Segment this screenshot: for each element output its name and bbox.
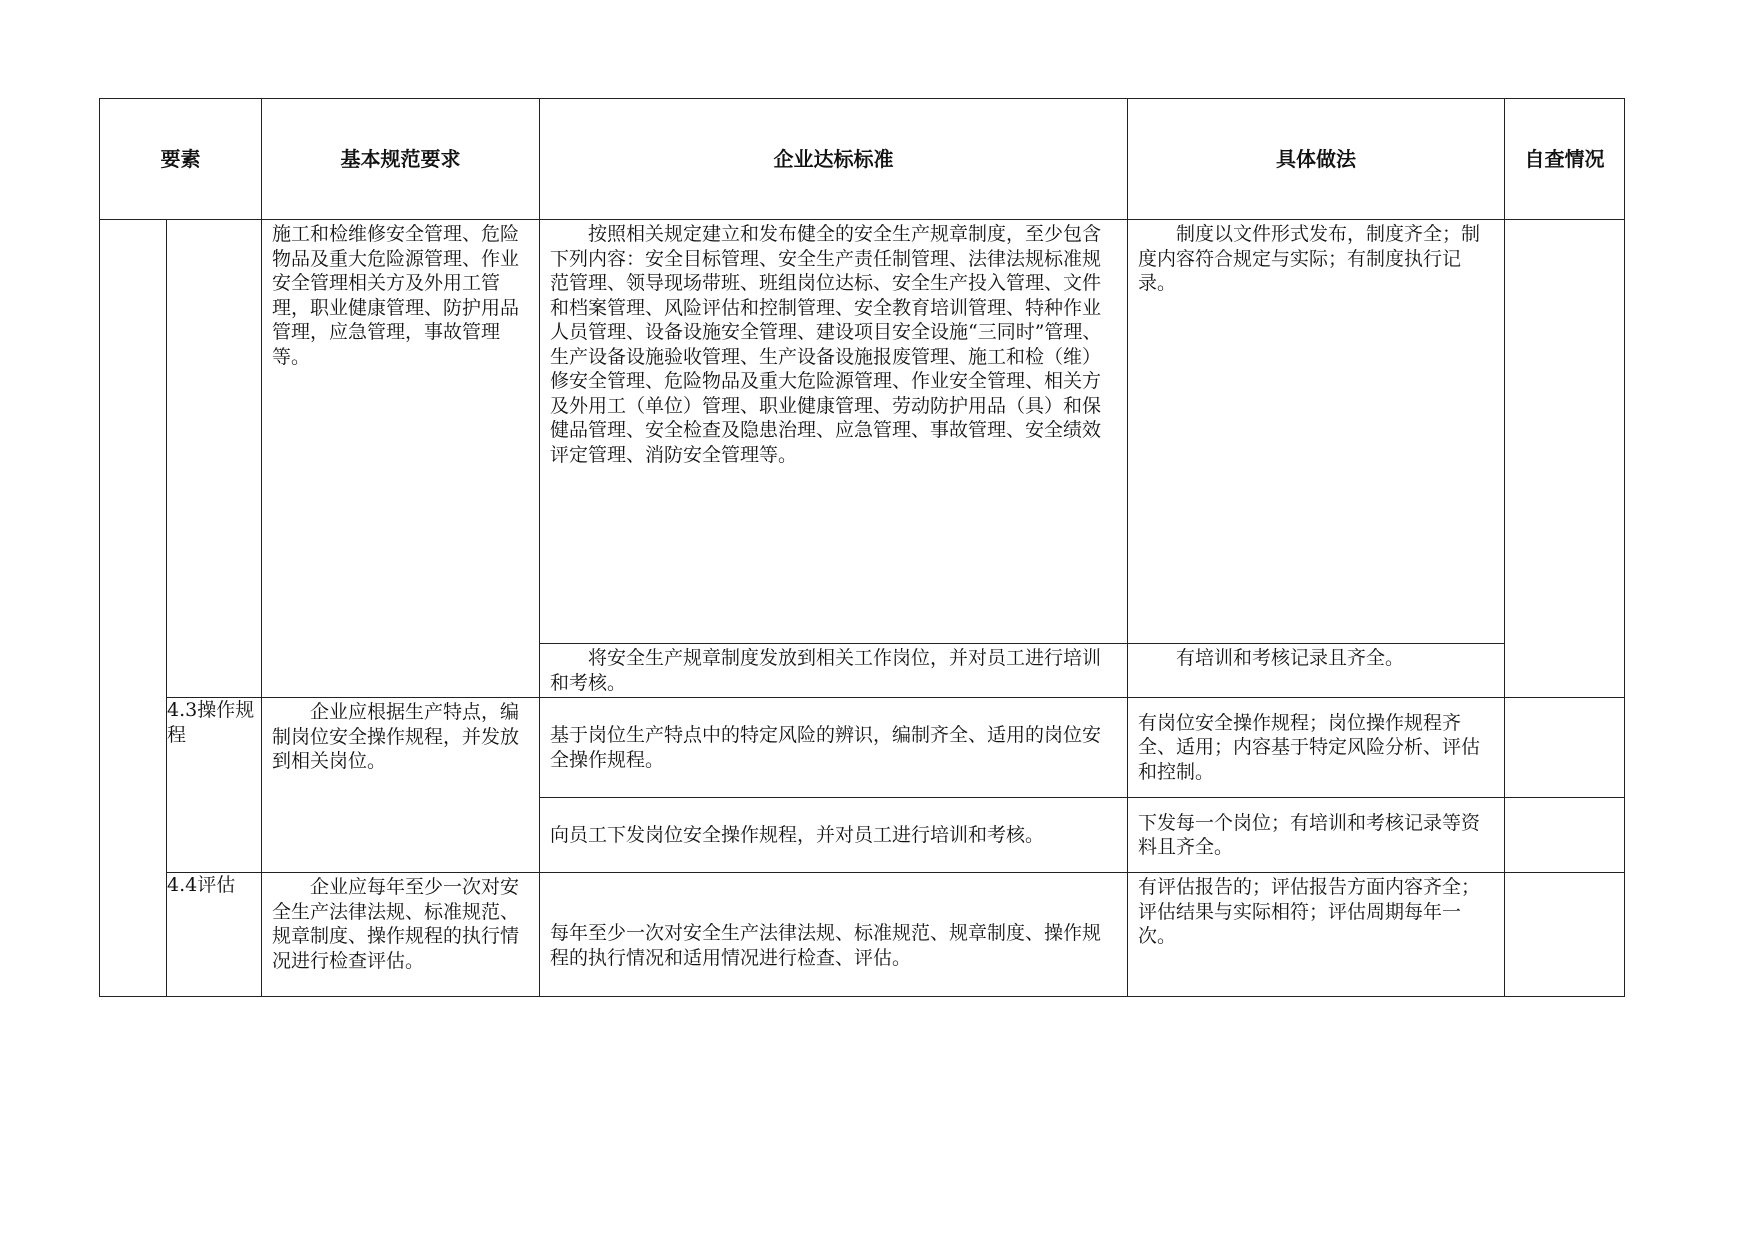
self-check-cell — [1505, 873, 1625, 997]
standard-cell — [540, 644, 1128, 698]
practice-cell — [1128, 644, 1505, 698]
standard-text: 将安全生产规章制度发放到相关工作岗位，并对员工进行培训和考核。 — [550, 647, 1102, 694]
requirement-text: 企业应根据生产特点，编制岗位安全操作规程，并发放到相关岗位。 — [272, 701, 520, 772]
practice-text: 有培训和考核记录且齐全。 — [1176, 647, 1405, 669]
standard-text: 按照相关规定建立和发布健全的安全生产规章制度，至少包含下列内容：安全目标管理、安全生产责任制管理、法律法规标准规范管理、领导现场带班、班组岗位达标、安全生产投入管理、文件和档案管理、风险评估和控制管理、安全教育培训管理、特种作业人员管理、设备设施安全管理、建设项目安全设施“三同时”管理、生产设备设施验收管理、生产设备设施报废管理、施工和检（维）修安全管理、危险物品及重大危险源管理、作业安全管理、相关方及外用工（单位）管理、职业健康管理、劳动防护用品（具）和保健品管理、安全检查及隐患治理、应急管理、事故管理、安全绩效评定管理、消防安全管理等。 — [550, 223, 1102, 466]
practice-cell — [1128, 220, 1505, 644]
table-row — [100, 698, 1625, 798]
subsection-label-cell — [167, 698, 262, 873]
requirement-text: 企业应每年至少一次对安全生产法律法规、标准规范、规章制度、操作规程的执行情况进行检查评估。 — [272, 876, 520, 972]
practice-cell — [1128, 798, 1505, 873]
self-check-cell — [1505, 698, 1625, 798]
header-enterprise-standard: 企业达标标准 — [540, 99, 1128, 220]
practice-text: 有岗位安全操作规程；岗位操作规程齐全、适用；内容基于特定风险分析、评估和控制。 — [1138, 711, 1481, 783]
standard-text: 每年至少一次对安全生产法律法规、标准规范、规章制度、操作规程的执行情况和适用情况进行检查、评估。 — [550, 922, 1102, 969]
practice-text: 有评估报告的；评估报告方面内容齐全；评估结果与实际相符；评估周期每年一次。 — [1138, 876, 1481, 947]
practice-text: 下发每一个岗位；有培训和考核记录等资料且齐全。 — [1138, 811, 1481, 858]
table-header-row — [100, 99, 1625, 220]
requirement-cell — [262, 873, 540, 997]
header-specific-practice: 具体做法 — [1128, 99, 1505, 220]
requirement-cell — [262, 220, 540, 698]
requirement-cell — [262, 698, 540, 873]
standard-cell — [540, 698, 1128, 798]
standard-text: 向员工下发岗位安全操作规程，并对员工进行培训和考核。 — [550, 823, 1045, 846]
practice-cell — [1128, 873, 1505, 997]
practice-cell — [1128, 698, 1505, 798]
subsection-label-empty — [167, 220, 262, 698]
requirement-text: 施工和检维修安全管理、危险物品及重大危险源管理、作业安全管理相关方及外用工管理，职业健康管理、防护用品管理，应急管理，事故管理等。 — [272, 223, 520, 368]
self-check-cell — [1505, 798, 1625, 873]
practice-text: 制度以文件形式发布，制度齐全；制度内容符合规定与实际；有制度执行记录。 — [1138, 223, 1481, 294]
standard-cell — [540, 798, 1128, 873]
standard-text: 基于岗位生产特点中的特定风险的辨识，编制齐全、适用的岗位安全操作规程。 — [550, 724, 1102, 771]
table-row — [100, 220, 1625, 644]
header-basic-requirement: 基本规范要求 — [262, 99, 540, 220]
subsection-label: 4.4评估 — [167, 874, 236, 896]
subsection-label-cell — [167, 873, 262, 997]
standard-cell — [540, 873, 1128, 997]
standards-table — [99, 98, 1625, 997]
subsection-label: 4.3操作规程 — [167, 699, 255, 746]
standard-cell — [540, 220, 1128, 644]
header-element: 要素 — [100, 99, 262, 220]
table-row — [100, 873, 1625, 997]
header-self-check: 自查情况 — [1505, 99, 1625, 220]
self-check-cell — [1505, 220, 1625, 698]
section-left-column — [100, 220, 167, 997]
